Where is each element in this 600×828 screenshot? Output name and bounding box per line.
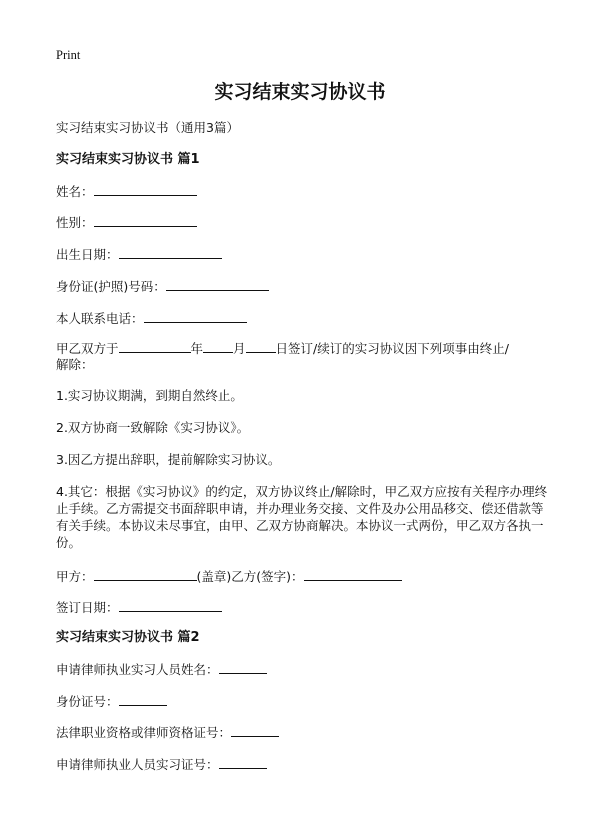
party-a-blank-line — [94, 567, 197, 581]
phone-label: 本人联系电话： — [56, 311, 144, 326]
qualification-blank-line — [231, 723, 279, 737]
party-a-label: 甲方： — [56, 569, 94, 584]
birth-field-row — [56, 245, 222, 264]
name-label: 姓名： — [56, 184, 94, 199]
clause-4: 4.其它：根据《实习协议》的约定，双方协议终止/解除时，甲乙双方应按有关程序办理终止手续。乙方需提交书面辞职申请，并办理业务交接、文件及办公用品移交、偿还借款等有关手续。本协议未尽事宜，由甲、乙双方协商解决。本协议一式两份，甲乙双方各执一份。 — [56, 484, 548, 550]
month-blank-line — [203, 339, 233, 353]
month-label: 月 — [233, 341, 246, 356]
agreement-date-row — [56, 339, 509, 358]
phone-field-row — [56, 309, 247, 328]
intern-cert-blank-line — [219, 755, 267, 769]
phone-blank-line — [144, 309, 247, 323]
birth-label: 出生日期： — [56, 247, 119, 262]
section2-heading: 实习结束实习协议书 篇2 — [56, 630, 200, 645]
gender-blank-line — [94, 213, 197, 227]
signature-row — [56, 567, 402, 586]
id-number-row — [56, 692, 167, 711]
qualification-row — [56, 723, 279, 742]
name-blank-line — [94, 182, 197, 196]
document-title: 实习结束实习协议书 — [214, 81, 386, 103]
party-b-blank-line — [304, 567, 402, 581]
section1-heading: 实习结束实习协议书 篇1 — [56, 152, 200, 167]
gender-field-row — [56, 213, 197, 232]
clause-2: 2.双方协商一致解除《实习协议》。 — [56, 420, 250, 435]
name-field-row — [56, 182, 197, 201]
seal-label: (盖章)乙方(签字)： — [196, 569, 304, 584]
qualification-label: 法律职业资格或律师资格证号： — [56, 725, 232, 740]
applicant-name-row — [56, 660, 267, 679]
sign-date-row — [56, 598, 222, 617]
sign-date-blank-line — [119, 598, 222, 612]
id-blank-line — [166, 277, 269, 291]
print-label[interactable]: Print — [56, 48, 81, 62]
id-number-blank-line — [119, 692, 167, 706]
document-subtitle: 实习结束实习协议书（通用3篇） — [56, 120, 239, 135]
id-number-label: 身份证号： — [56, 694, 119, 709]
agreement-tail: 解除： — [56, 357, 94, 372]
applicant-name-label: 申请律师执业实习人员姓名： — [56, 662, 219, 677]
id-label: 身份证(护照)号码： — [56, 279, 166, 294]
year-label: 年 — [190, 341, 204, 356]
sign-date-label: 签订日期： — [56, 600, 119, 615]
agreement-suffix: 日签订/续订的实习协议因下列项事由终止/ — [275, 341, 509, 356]
intern-cert-row — [56, 755, 267, 774]
gender-label: 性别： — [56, 215, 94, 230]
id-field-row — [56, 277, 269, 296]
year-blank-line — [119, 339, 191, 353]
applicant-name-blank-line — [219, 660, 267, 674]
agreement-prefix: 甲乙双方于 — [56, 341, 119, 356]
birth-blank-line — [119, 245, 222, 259]
day-blank-line — [246, 339, 276, 353]
intern-cert-label: 申请律师执业人员实习证号： — [56, 757, 219, 772]
clause-3: 3.因乙方提出辞职，提前解除实习协议。 — [56, 452, 281, 467]
clause-1: 1.实习协议期满，到期自然终止。 — [56, 388, 243, 403]
